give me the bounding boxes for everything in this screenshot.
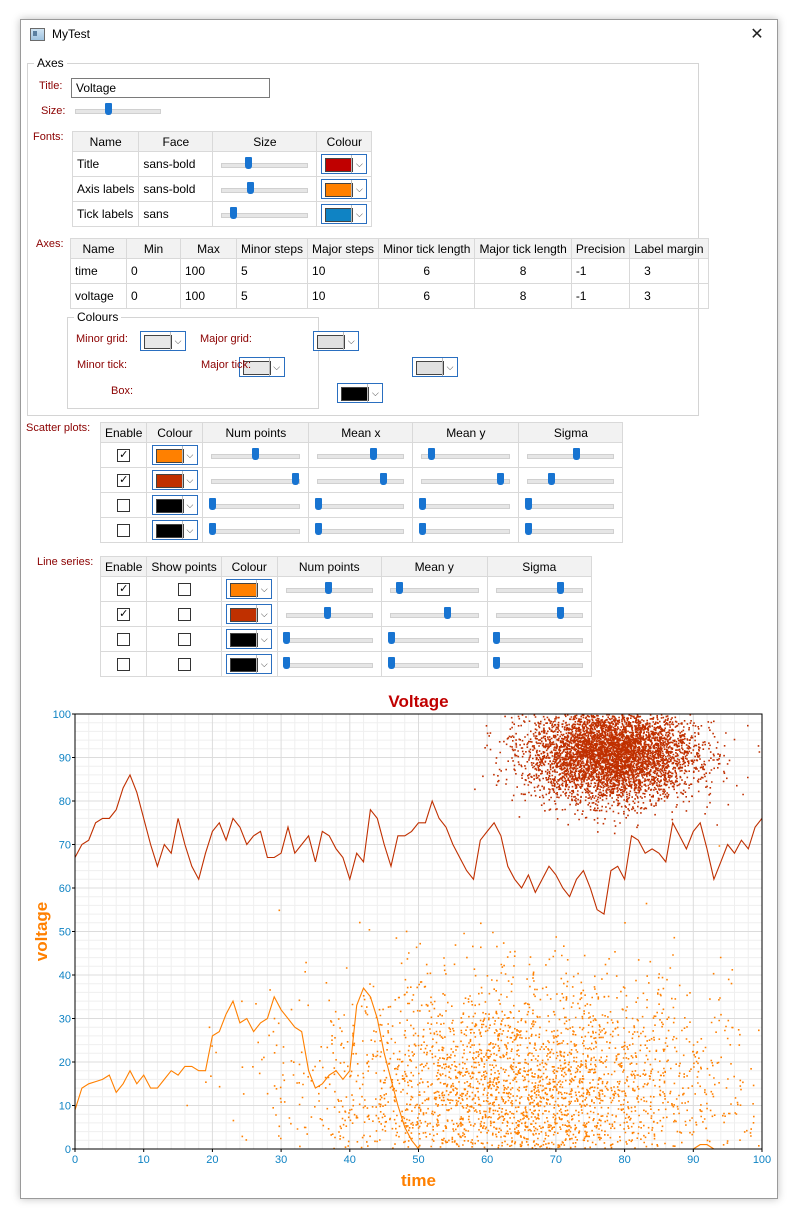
line-mean-y-slider[interactable]	[386, 632, 483, 646]
scatter-colour-combo[interactable]	[152, 520, 198, 540]
chevron-down-icon: ⌵	[182, 471, 197, 489]
x-tick-label: 10	[137, 1154, 150, 1166]
lines-header: Sigma	[487, 557, 591, 577]
chevron-down-icon: ⌵	[269, 358, 284, 376]
major-tick-colour-combo[interactable]	[412, 357, 458, 377]
major-tick-label: Major tick:	[201, 359, 252, 371]
axes-header: Minor steps	[237, 239, 308, 259]
scatter-enable-checkbox[interactable]: ✓	[119, 474, 129, 487]
scatter-num-points-slider[interactable]	[207, 523, 304, 537]
chevron-down-icon: ⌵	[351, 180, 366, 198]
fonts-label: Fonts:	[33, 131, 64, 143]
scatter-mean-y-slider[interactable]	[417, 473, 514, 487]
axes-header-row	[71, 239, 709, 259]
chevron-down-icon: ⌵	[182, 521, 197, 539]
scatter-mean-x-slider[interactable]	[313, 498, 408, 512]
fonts-header: Colour	[317, 132, 372, 152]
lines-header: Show points	[147, 557, 221, 577]
axes-cell[interactable]: 8	[475, 284, 571, 309]
axes-cell[interactable]: 10	[308, 259, 379, 284]
font-face-cell[interactable]: sans-bold	[139, 177, 213, 202]
table-row	[101, 627, 592, 652]
y-tick-label: 40	[58, 970, 71, 982]
axes-header: Precision	[571, 239, 629, 259]
axes-header: Min	[127, 239, 181, 259]
x-tick-label: 20	[206, 1154, 219, 1166]
scatter-header-row	[101, 423, 623, 443]
chevron-down-icon: ⌵	[256, 630, 271, 648]
line-colour-combo[interactable]	[226, 604, 272, 624]
axes-header: Major steps	[308, 239, 379, 259]
font-colour-combo[interactable]	[321, 154, 367, 174]
axes-cell[interactable]: 100	[181, 284, 237, 309]
axes-label: Axes:	[36, 238, 64, 250]
slider-thumb[interactable]	[557, 607, 564, 619]
scatter-colour-combo[interactable]	[152, 445, 198, 465]
box-colour-combo[interactable]	[337, 383, 383, 403]
line-show-points-checkbox[interactable]	[178, 583, 191, 596]
scatter-header: Colour	[147, 423, 203, 443]
slider-thumb[interactable]	[230, 207, 237, 219]
table-row	[71, 284, 709, 309]
table-row	[101, 602, 592, 627]
line-show-points-checkbox[interactable]	[178, 633, 191, 646]
scatter-mean-x-slider[interactable]	[313, 523, 408, 537]
slider-thumb[interactable]	[370, 448, 377, 460]
chevron-down-icon: ⌵	[442, 358, 457, 376]
font-size-slider[interactable]	[217, 182, 312, 196]
axes-header: Label margin	[630, 239, 708, 259]
chevron-down-icon: ⌵	[182, 496, 197, 514]
scatter-sigma-slider[interactable]	[523, 498, 618, 512]
chevron-down-icon: ⌵	[182, 446, 197, 464]
font-size-slider[interactable]	[217, 207, 312, 221]
scatter-mean-y-slider[interactable]	[417, 498, 514, 512]
scatter-plots-label: Scatter plots:	[26, 422, 91, 434]
scatter-enable-checkbox[interactable]	[117, 499, 130, 512]
line-show-points-checkbox[interactable]	[178, 608, 191, 621]
y-tick-label: 30	[58, 1013, 71, 1026]
font-name-cell[interactable]: Title	[73, 152, 139, 177]
y-tick-label: 0	[64, 1144, 71, 1156]
axes-cell[interactable]: 3	[630, 284, 708, 309]
scatter-sigma-slider[interactable]	[523, 448, 618, 462]
y-tick-label: 80	[58, 796, 71, 808]
scatter-points	[186, 845, 763, 1150]
slider-thumb[interactable]	[493, 657, 500, 669]
font-name-cell[interactable]: Tick labels	[73, 202, 139, 227]
slider-thumb[interactable]	[525, 523, 532, 535]
title-size-slider[interactable]	[75, 103, 161, 117]
slider-thumb[interactable]	[419, 498, 426, 510]
slider-thumb[interactable]	[548, 473, 555, 485]
axes-cell[interactable]: 3	[630, 259, 708, 284]
slider-thumb[interactable]	[105, 103, 112, 115]
axes-cell[interactable]: time	[71, 259, 127, 284]
table-row	[101, 577, 592, 602]
slider-thumb[interactable]	[428, 448, 435, 460]
x-tick-label: 100	[752, 1154, 772, 1166]
slider-thumb[interactable]	[388, 632, 395, 644]
x-tick-label: 30	[274, 1154, 288, 1166]
line-colour-combo[interactable]	[226, 629, 272, 649]
slider-thumb[interactable]	[396, 582, 403, 594]
slider-thumb[interactable]	[525, 498, 532, 510]
line-colour-combo[interactable]	[226, 654, 272, 674]
scatter-header: Mean x	[309, 423, 413, 443]
scatter-colour-combo[interactable]	[152, 495, 198, 515]
x-tick-label: 60	[481, 1154, 494, 1166]
y-tick-label: 60	[58, 883, 71, 895]
axes-cell[interactable]: 6	[379, 284, 475, 309]
font-size-slider[interactable]	[217, 157, 312, 171]
scatter-sigma-slider[interactable]	[523, 523, 618, 537]
line-num-points-slider[interactable]	[282, 582, 377, 596]
chevron-down-icon: ⌵	[256, 655, 271, 673]
line-num-points-slider[interactable]	[282, 607, 377, 621]
chevron-down-icon: ⌵	[351, 155, 366, 173]
scatter-enable-checkbox[interactable]	[117, 524, 130, 537]
axes-cell[interactable]: 10	[308, 284, 379, 309]
fonts-header-row	[73, 132, 372, 152]
fonts-table	[72, 131, 372, 227]
line-sigma-slider[interactable]	[492, 657, 587, 671]
line-enable-checkbox[interactable]: ✓	[119, 608, 129, 621]
line-enable-checkbox[interactable]	[117, 633, 130, 646]
title-label: Title:	[39, 80, 63, 92]
x-axis-label: time	[401, 1171, 436, 1190]
line-series-label: Line series:	[37, 556, 94, 568]
table-row	[101, 652, 592, 677]
axes-cell[interactable]: 5	[237, 259, 308, 284]
line-sigma-slider[interactable]	[492, 632, 587, 646]
chevron-down-icon: ⌵	[343, 332, 358, 350]
slider-thumb[interactable]	[388, 657, 395, 669]
line-num-points-slider[interactable]	[282, 657, 377, 671]
chevron-down-icon: ⌵	[351, 205, 366, 223]
table-row	[73, 177, 372, 202]
slider-thumb[interactable]	[419, 523, 426, 535]
x-tick-label: 80	[618, 1154, 631, 1166]
scatter-points	[474, 714, 760, 834]
chevron-down-icon: ⌵	[170, 332, 185, 350]
font-colour-combo[interactable]	[321, 204, 367, 224]
scatter-mean-x-slider[interactable]	[313, 448, 408, 462]
slider-thumb[interactable]	[315, 523, 322, 535]
slider-thumb[interactable]	[497, 473, 504, 485]
minor-tick-label: Minor tick:	[77, 359, 128, 371]
axes-header: Minor tick length	[379, 239, 475, 259]
scatter-sigma-slider[interactable]	[523, 473, 618, 487]
line-enable-checkbox[interactable]: ✓	[119, 583, 129, 596]
axes-cell[interactable]: 0	[127, 284, 181, 309]
slider-thumb[interactable]	[557, 582, 564, 594]
font-face-cell[interactable]: sans-bold	[139, 152, 213, 177]
chart-title: Voltage	[388, 692, 449, 711]
axes-group-legend: Axes	[37, 56, 64, 70]
table-row	[101, 443, 623, 468]
line-mean-y-slider[interactable]	[386, 607, 483, 621]
axes-cell[interactable]: 100	[181, 259, 237, 284]
y-tick-label: 70	[58, 839, 71, 852]
scatter-mean-y-slider[interactable]	[417, 448, 514, 462]
table-row	[73, 152, 372, 177]
axes-cell[interactable]: 8	[475, 259, 571, 284]
table-row	[101, 518, 623, 543]
lines-header: Mean y	[381, 557, 487, 577]
chevron-down-icon: ⌵	[367, 384, 382, 402]
app-window	[20, 19, 778, 1199]
axes-header: Major tick length	[475, 239, 571, 259]
axes-cell[interactable]: -1	[571, 259, 629, 284]
scatter-enable-checkbox[interactable]: ✓	[119, 449, 129, 462]
slider-thumb[interactable]	[315, 498, 322, 510]
slider-thumb[interactable]	[493, 632, 500, 644]
font-colour-combo[interactable]	[321, 179, 367, 199]
axes-cell[interactable]: voltage	[71, 284, 127, 309]
slider-thumb[interactable]	[380, 473, 387, 485]
slider-thumb[interactable]	[252, 448, 259, 460]
table-row	[73, 202, 372, 227]
fonts-header: Size	[213, 132, 317, 152]
scatter-colour-combo[interactable]	[152, 470, 198, 490]
slider-thumb[interactable]	[292, 473, 299, 485]
y-tick-label: 20	[58, 1057, 71, 1069]
minor-grid-label: Minor grid:	[76, 333, 128, 345]
axes-cell[interactable]: 5	[237, 284, 308, 309]
y-tick-label: 90	[58, 752, 71, 765]
scatter-series	[186, 845, 763, 1150]
line-num-points-slider[interactable]	[282, 632, 377, 646]
title-bar[interactable]	[21, 20, 777, 50]
slider-thumb[interactable]	[247, 182, 254, 194]
line-enable-checkbox[interactable]	[117, 658, 130, 671]
slider-thumb[interactable]	[283, 657, 290, 669]
table-row	[101, 468, 623, 493]
y-tick-label: 10	[58, 1100, 71, 1113]
fonts-header: Face	[139, 132, 213, 152]
scatter-series	[474, 714, 760, 834]
scatter-num-points-slider[interactable]	[207, 473, 304, 487]
scatter-num-points-slider[interactable]	[207, 448, 304, 462]
table-row	[71, 259, 709, 284]
lines-header: Num points	[277, 557, 381, 577]
line-mean-y-slider[interactable]	[386, 582, 483, 596]
title-input[interactable]	[71, 78, 270, 98]
slider-thumb[interactable]	[209, 498, 216, 510]
slider-thumb[interactable]	[245, 157, 252, 169]
axes-cell[interactable]: -1	[571, 284, 629, 309]
line-series-table	[100, 556, 592, 677]
line-mean-y-slider[interactable]	[386, 657, 483, 671]
scatter-mean-y-slider[interactable]	[417, 523, 514, 537]
line-show-points-checkbox[interactable]	[178, 658, 191, 671]
x-tick-label: 0	[71, 1154, 79, 1166]
axes-header: Max	[181, 239, 237, 259]
x-tick-label: 90	[687, 1154, 700, 1166]
chevron-down-icon: ⌵	[256, 580, 271, 598]
voltage-chart[interactable]	[21, 682, 777, 1194]
fonts-header: Name	[73, 132, 139, 152]
axes-cell[interactable]: 6	[379, 259, 475, 284]
colours-group-legend: Colours	[77, 310, 119, 324]
size-label: Size:	[41, 105, 66, 117]
y-axis-label: voltage	[32, 901, 51, 962]
slider-thumb[interactable]	[444, 607, 451, 619]
slider-thumb[interactable]	[324, 607, 331, 619]
x-tick-label: 40	[343, 1154, 356, 1166]
x-tick-label: 70	[549, 1154, 563, 1166]
axes-header: Name	[71, 239, 127, 259]
window-title: MyTest	[52, 27, 91, 41]
y-tick-label: 100	[52, 709, 71, 721]
axes-table	[70, 238, 709, 309]
scatter-header: Mean y	[413, 423, 519, 443]
x-tick-label: 50	[412, 1154, 425, 1166]
font-face-cell[interactable]: sans	[139, 202, 213, 227]
chevron-down-icon: ⌵	[256, 605, 271, 623]
slider-thumb[interactable]	[325, 582, 332, 594]
axes-cell[interactable]: 0	[127, 259, 181, 284]
major-grid-label: Major grid:	[200, 333, 252, 345]
box-label: Box:	[111, 385, 134, 397]
slider-thumb[interactable]	[283, 632, 290, 644]
line-sigma-slider[interactable]	[492, 607, 587, 621]
major-grid-colour-combo[interactable]	[313, 331, 359, 351]
scatter-header: Enable	[101, 423, 147, 443]
slider-thumb[interactable]	[573, 448, 580, 460]
line-colour-combo[interactable]	[226, 579, 272, 599]
close-icon[interactable]: ✕	[750, 26, 764, 43]
scatter-header: Sigma	[519, 423, 623, 443]
minor-grid-colour-combo[interactable]	[140, 331, 186, 351]
table-row	[101, 493, 623, 518]
scatter-header: Num points	[203, 423, 309, 443]
scatter-plots-table	[100, 422, 623, 543]
lines-header: Colour	[221, 557, 277, 577]
y-tick-label: 50	[58, 926, 71, 939]
lines-header: Enable	[101, 557, 147, 577]
lines-header-row	[101, 557, 592, 577]
font-name-cell[interactable]: Axis labels	[73, 177, 139, 202]
scatter-num-points-slider[interactable]	[207, 498, 304, 512]
slider-thumb[interactable]	[209, 523, 216, 535]
scatter-mean-x-slider[interactable]	[313, 473, 408, 487]
app-window-icon	[30, 28, 45, 41]
line-sigma-slider[interactable]	[492, 582, 587, 596]
